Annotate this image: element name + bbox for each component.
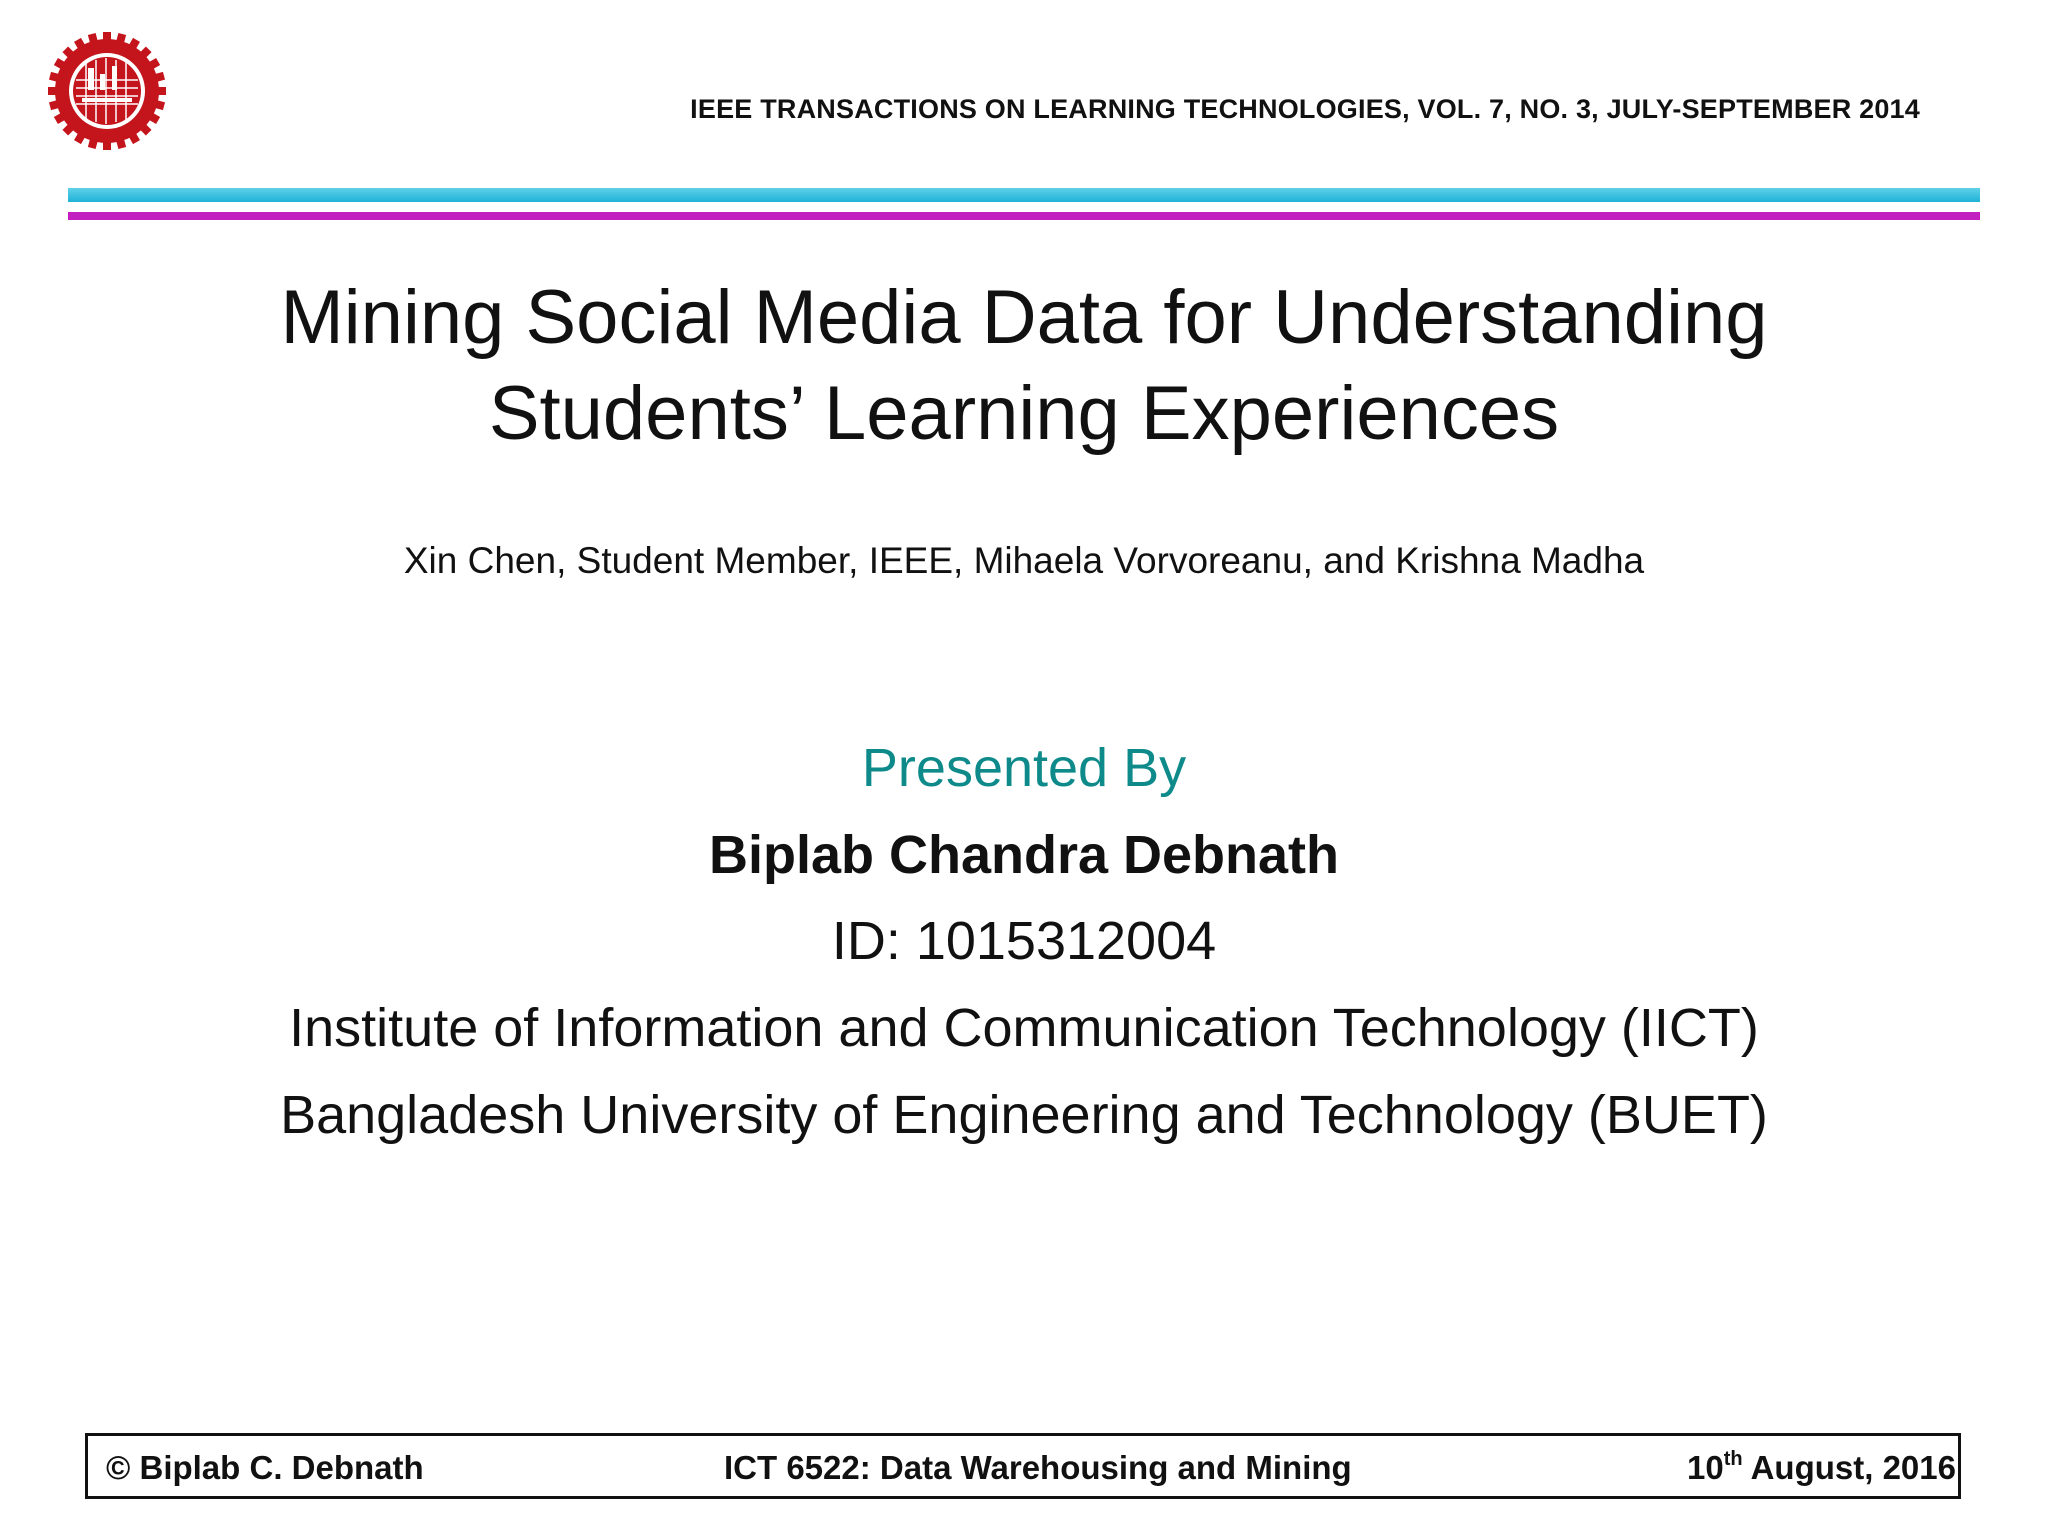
student-id: ID: 1015312004: [831, 911, 1217, 971]
footer-course: ICT 6522: Data Warehousing and Mining: [724, 1449, 1352, 1486]
footer-date-rest: August, 2016: [1742, 1449, 1956, 1486]
footer-copyright: © Biplab C. Debnath: [106, 1449, 424, 1486]
paper-title-line-1: Mining Social Media Data for Understanding: [280, 275, 1768, 360]
paper-authors: Xin Chen, Student Member, IEEE, Mihaela Vorvoreanu, and Krishna Madha: [403, 540, 1645, 581]
university-seal-icon: [46, 30, 168, 152]
footer-date-day: 10: [1687, 1449, 1724, 1486]
header-rule-cyan: [68, 188, 1980, 202]
journal-header: IEEE TRANSACTIONS ON LEARNING TECHNOLOGIES, VOL. 7, NO. 3, JULY-SEPTEMBER 2014: [690, 94, 1920, 124]
presented-by-label: Presented By: [861, 738, 1187, 798]
slide-footer: [85, 1433, 1961, 1499]
paper-title: [124, 270, 1924, 462]
footer-date: [1687, 1449, 1956, 1487]
university-name: Bangladesh University of Engineering and Technology (BUET): [280, 1085, 1768, 1145]
header-rule-magenta: [68, 212, 1980, 220]
footer-date-suffix: th: [1723, 1448, 1743, 1470]
presenter-name: Biplab Chandra Debnath: [708, 825, 1340, 885]
institute-name: Institute of Information and Communication Technology (IICT): [289, 998, 1759, 1058]
paper-title-line-2: Students’ Learning Experiences: [488, 371, 1560, 456]
